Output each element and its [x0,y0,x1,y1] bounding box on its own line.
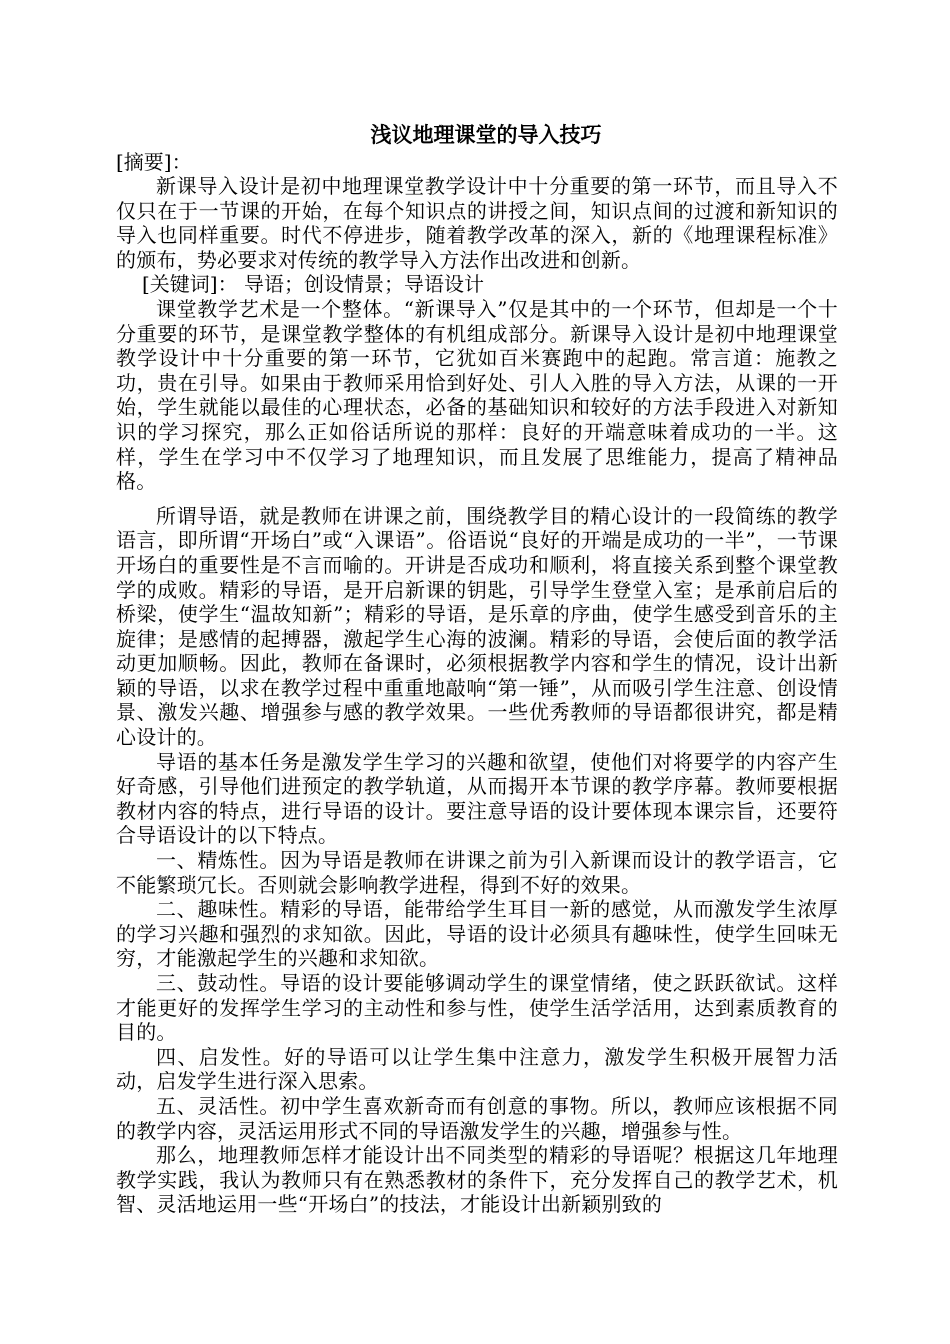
body-paragraph-4: 一、精炼性。因为导语是教师在讲课之前为引入新课而设计的教学语言，它不能繁琐冗长。否则就会影响教学进程，得到不好的效果。 [116,848,838,897]
abstract-text: 新课导入设计是初中地理课堂教学设计中十分重要的第一环节，而且导入不仅只在于一节课的开始，在每个知识点的讲授之间，知识点间的过渡和新知识的导入也同样重要。时代不停进步，随着教学改革的深入，新的《地理课程标准》的颁布，势必要求对传统的教学导入方法作出改进和创新。 [116,174,838,272]
body-paragraph-9: 那么，地理教师怎样才能设计出不同类型的精彩的导语呢？根据这几年地理教学实践，我认为教师只有在熟悉教材的条件下，充分发挥自己的教学艺术，机智、灵活地运用一些“开场白”的技法，才能设计出新颖别致的 [116,1143,838,1217]
body-paragraph-6: 三、鼓动性。导语的设计要能够调动学生的课堂情绪，使之跃跃欲试。这样才能更好的发挥学生学习的主动性和参与性，使学生活学活用，达到素质教育的目的。 [116,971,838,1045]
keywords: [关键词]： 导语；创设情景；导语设计 [142,272,484,297]
body-paragraph-1: 课堂教学艺术是一个整体。“新课导入”仅是其中的一个环节，但却是一个十分重要的环节，是课堂教学整体的有机组成部分。新课导入设计是初中地理课堂教学设计中十分重要的第一环节，它犹如百米赛跑中的起跑。常言道：施教之功，贵在引导。如果由于教师采用恰到好处、引人入胜的导入方法，从课的一开始，学生就能以最佳的心理状态，必备的基础知识和较好的方法手段进入对新知识的学习探究，那么正如俗话所说的那样：良好的开端意味着成功的一半。这样，学生在学习中不仅学习了地理知识，而且发展了思维能力，提高了精神品格。 [116,296,838,494]
abstract-label: [摘要]： [116,150,192,174]
body-paragraph-2: 所谓导语，就是教师在讲课之前，围绕教学目的精心设计的一段简练的教学语言，即所谓“开场白”或“入课语”。俗语说“良好的开端是成功的一半”，一节课开场白的重要性是不言而喻的。开讲是否成功和顺利，将直接关系到整个课堂教学的成败。精彩的导语，是开启新课的钥匙，引导学生登堂入室；是承前启后的桥梁，使学生“温故知新”；精彩的导语，是乐章的序曲，使学生感受到音乐的主旋律；是感情的起搏器，激起学生心海的波澜。精彩的导语，会使后面的教学活动更加顺畅。因此，教师在备课时，必须根据教学内容和学生的情况，设计出新颖的导语，以求在教学过程中重重地敲响“第一锤”，从而吸引学生注意、创设情景、激发兴趣、增强参与感的教学效果。一些优秀教师的导语都很讲究，都是精心设计的。 [116,503,838,750]
body-paragraph-7: 四、启发性。好的导语可以让学生集中注意力，激发学生积极开展智力活动，启发学生进行深入思索。 [116,1044,838,1094]
body-paragraph-3: 导语的基本任务是激发学生学习的兴趣和欲望，使他们对将要学的内容产生好奇感，引导他们进预定的教学轨道，从而揭开本节课的教学序幕。教师要根据教材内容的特点，进行导语的设计。要注意导语的设计要体现本课宗旨，还要符合导语设计的以下特点。 [116,749,838,848]
body-paragraph-5: 二、趣味性。精彩的导语，能带给学生耳目一新的感觉，从而激发学生浓厚的学习兴趣和强烈的求知欲。因此，导语的设计必须具有趣味性，使学生回味无穷，才能激起学生的兴趣和求知欲。 [116,897,838,971]
body-paragraph-8: 五、灵活性。初中学生喜欢新奇而有创意的事物。所以，教师应该根据不同的教学内容，灵活运用形式不同的导语激发学生的兴趣，增强参与性。 [116,1093,838,1143]
document-page [116,120,838,1217]
document-title: 浅议地理课堂的导入技巧 [370,122,602,147]
